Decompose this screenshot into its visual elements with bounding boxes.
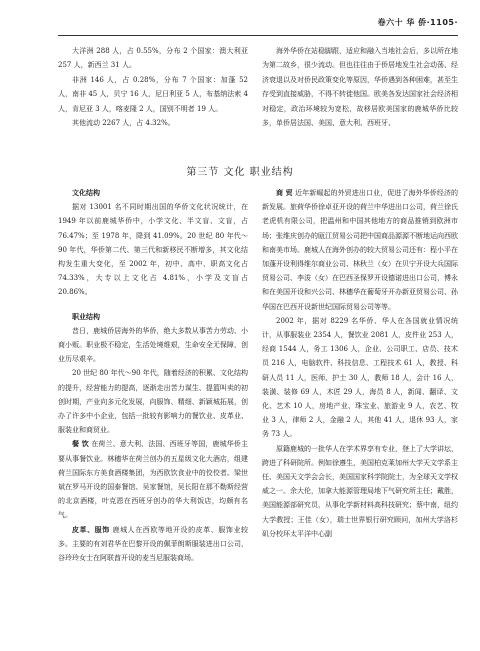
- paragraph-migration: 海外华侨在站稳脚跟，适应和融入当地社会后，多以所在地为第二故乡，很少流动。但也往往由于侨居地发生社会动荡、经济衰退以及对侨民政策变化等原因，华侨遇到各种困难，甚至生存受到直接威胁，不得不转徙他国。欧美各发达国家社会经济相对稳定，政治环境较为宽松，故移居欧美国家的鹿城华侨比较多，单侨居法国、美国、意大利、西班牙、: [262, 47, 458, 128]
- catering-lead: 餐 饮: [72, 440, 89, 449]
- paragraph-catering: [58, 437, 248, 522]
- occupation-heading: 职业结构: [72, 312, 100, 321]
- main-right-column: [262, 186, 458, 541]
- main-left-column: [58, 186, 248, 565]
- paragraph-stats: 2002 年，据对 8229 名华侨、华人在各国就业情况统计，从事服装业 2354 人，餐饮业 2081 人，皮件业 253 人，经商 1544 人，务工 1306 人，企业、公司职工、店员、技术员 216 人，电脑软件、科技信息、工程技术 61 人，教授、科研人员 11 人，医师、护士 30 人，教师 18 人，会计 16 人，装潢、装修 69 人，木匠 29 人，海员 8 人，新闻、翻译、文化、艺术 10 人，房地产业、珠宝业、旅游业 9 人，农艺、牧业 3 人，律师 2 人，金融 2 人，其他 41 人，退休 93 人，家务 73 人。: [262, 316, 458, 439]
- catering-text: 在荷兰、意大利、法国、西班牙等国，鹿城华侨主要从事餐饮业。林穗华在荷兰创办的五星级文化大酒店，组建荷兰国际东方美食酒楼集团，为西欧饮食业中的佼佼者。梁世斌在罗马开设的国泰餐馆、吴家餐馆，吴长阳在那不勒斯经营的北京酒楼，叶克恩在西班牙创办的华大利饭店，均颇有名气。: [58, 440, 248, 520]
- trade-lead: 商 贸: [276, 189, 293, 197]
- top-right-column: [262, 44, 458, 130]
- paragraph-trade: [262, 186, 458, 314]
- paragraph-africa: 非洲 146 人，占 0.28%，分布 7 个国家：加蓬 52 人，南非 45 人，贝宁 16 人，尼日利亚 5 人，布基纳法索 4 人，肯尼亚 3 人，喀麦隆 2 人，国别不明者 19 人。: [58, 75, 248, 113]
- paragraph-occupation-growth: 20 世纪 80 年代～90 年代，随着经济的积累、文化结构的提升，经营能力的提高，逐渐走出苦力谋生、提篮叫卖的初创时期，产业向多元化发展，向服饰、精细、新颖城拓展，创办了许多中小企业，包括一批较有影响力的餐饮业、皮革业、服装业和商贸业。: [58, 369, 248, 435]
- top-left-column: [58, 44, 248, 130]
- paragraph-occupation-past: 昔日，鹿城侨居海外的华侨，绝大多数从事苦力劳动、小商小贩。职业极不稳定，生活处境维艰，生命安全无保障，创业历尽艰辛。: [58, 326, 248, 364]
- paragraph-oceania: 大洋洲 288 人，占 0.55%，分布 2 个国家：澳大利亚 257 人，新西兰 31 人。: [58, 47, 248, 70]
- culture-heading: 文化结构: [72, 189, 100, 197]
- paragraph-other: 其他流动 2267 人，占 4.32%。: [72, 119, 175, 128]
- header-rule: [58, 35, 458, 36]
- paragraph-leather: [58, 523, 248, 566]
- spacer: [58, 300, 248, 310]
- paragraph-culture: 据对 13001 名不同时期出国的华侨文化状况统计，在 1949 年以前鹿城华侨中，小学文化、半文盲、文盲，占 76.47%；至 1978 年，降到 41.09%。20 世纪 80 年代～90 年代，华侨第二代、第三代和新移民不断增多，其文化结构发生重大变化，至 2002 年，初中、高中、职高文化占 74.33%，大专以上文化占 4.81%，小学及文盲占 20.86%。: [58, 203, 248, 297]
- leather-text: 鹿城人在西欧等地开设的皮革、服饰业较多。主要的有刘君华在巴黎开设的佩菲朗斯服装进出口公司，谷玲玲女士在阿联酋开设的麦当尼服装商场。: [58, 525, 248, 563]
- paragraph-science: 原籍鹿城的一批华人在学术界享有专业，登上了大学讲坛，跨进了科研院所。例如徐遵生，美国柏克莱加州大学天文学系主任、美国天文学会会长，美国国家科学院院士，为全球天文学权威之一。余大伦，加拿大能源管理局地下气研究所主任；戴胜，美国能源部研究员，从事化学新材料高科技研究；蔡中南，纽约大学教授；王佳（女），瑞士世界银行研究顾问，加州大学洛杉矶分校环太平洋中心副: [262, 444, 458, 538]
- trade-text: 近年新崛起的外贸进出口业，促进了海外华侨经济的新发展。旅荷华侨徐卓亚开设的荷兰中华进出口公司，荷兰徐氏老虎机有限公司，把温州和中国其他地方的商品推销到欧洲市场；张维庆创办的瓯江贸易公司把中国商品源源不断地运向西欧和南美市场。鹿城人在海外创办的较大贸易公司还有：程小平在加蓬开设利得维尔商业公司、林秋兰（女）在贝宁开设大兵国际贸易公司、李浚（女）在巴西圣保罗开设德诺进出口公司，傅永和在美国开设和兴公司、林穗华在葡萄牙开办新亚贸易公司、孙华国在巴西开设新世纪国际贸易公司等等。: [262, 189, 459, 311]
- running-header: 卷六十 华 侨·1105·: [377, 18, 458, 27]
- section-title: 第三节 文化 职业结构: [186, 167, 294, 178]
- leather-lead: 皮革、服饰: [72, 525, 110, 534]
